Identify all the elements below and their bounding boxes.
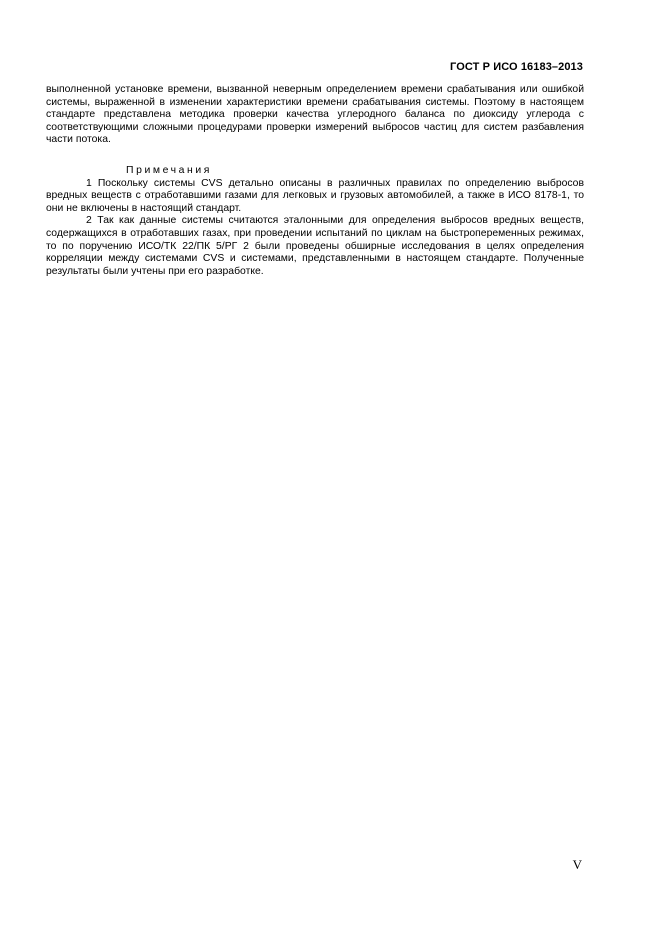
body-paragraph: выполненной установке времени, вызванной неверным определением времени срабатывания или ошибкой системы, выраженной в изменении характеристики времени срабатывания системы. Поэтому в настоящем стандарте представлена методика проверки качества углеродного баланса по диоксиду углерода с соответствующими сложными процедурами проверки измерений выбросов частиц для систем разбавления части потока. xyxy=(46,84,584,146)
note-item-2: 2 Так как данные системы считаются эталонными для определения выбросов вредных веществ, содержащихся в отработавших газах, при проведении испытаний по циклам на быстропеременных режимах, то по поручению ИСО/ТК 22/ПК 5/РГ 2 были проведены обширные исследования в целях определения корреляции между системами CVS и системами, представленными в настоящем стандарте. Полученные результаты были учтены при его разработке. xyxy=(46,215,584,277)
notes-section xyxy=(46,165,584,278)
standard-header: ГОСТ Р ИСО 16183–2013 xyxy=(450,61,583,73)
notes-title: Примечания xyxy=(126,165,212,176)
note-item-1: 1 Поскольку системы CVS детально описаны в различных правилах по определению выбросов вредных веществ с отработавшими газами для легковых и грузовых автомобилей, а также в ИСО 8178-1, то они не включены в настоящий стандарт. xyxy=(46,177,584,214)
body-section xyxy=(46,84,584,147)
page-number: V xyxy=(572,857,582,872)
